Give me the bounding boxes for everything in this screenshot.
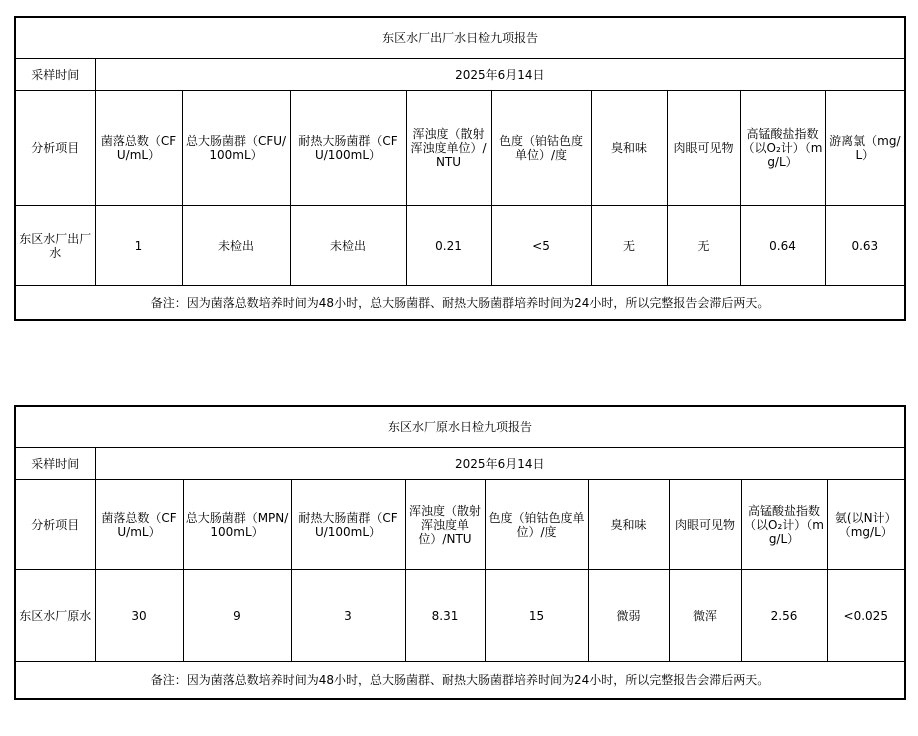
header-thermotolerant-coliforms: 耐热大肠菌群（CFU/100mL） — [291, 480, 405, 570]
value-odor-taste: 微弱 — [588, 570, 669, 662]
value-turbidity: 0.21 — [406, 206, 491, 286]
header-colony-count: 菌落总数（CFU/mL） — [95, 480, 183, 570]
value-thermotolerant-coliforms: 未检出 — [290, 206, 406, 286]
header-odor-taste: 臭和味 — [591, 91, 667, 206]
header-turbidity: 浑浊度（散射浑浊度单位）/NTU — [405, 480, 485, 570]
sample-time-label: 采样时间 — [15, 448, 95, 480]
value-odor-taste: 无 — [591, 206, 667, 286]
header-total-coliforms: 总大肠菌群（CFU/100mL） — [182, 91, 290, 206]
finished-water-report-table — [14, 16, 906, 321]
value-permanganate-index: 0.64 — [740, 206, 825, 286]
value-permanganate-index: 2.56 — [741, 570, 827, 662]
analysis-item-label: 分析项目 — [15, 480, 95, 570]
header-visible-matter: 肉眼可见物 — [667, 91, 740, 206]
report-title: 东区水厂原水日检九项报告 — [15, 406, 905, 448]
report-title: 东区水厂出厂水日检九项报告 — [15, 17, 905, 59]
report-note: 备注：因为菌落总数培养时间为48小时，总大肠菌群、耐热大肠菌群培养时间为24小时，所以完整报告会滞后两天。 — [15, 286, 905, 321]
header-visible-matter: 肉眼可见物 — [669, 480, 741, 570]
value-colony-count: 30 — [95, 570, 183, 662]
header-free-chlorine: 游离氯（mg/L） — [825, 91, 905, 206]
raw-water-report-table — [14, 405, 906, 700]
value-colony-count: 1 — [95, 206, 182, 286]
header-odor-taste: 臭和味 — [588, 480, 669, 570]
row-name: 东区水厂出厂水 — [15, 206, 95, 286]
value-visible-matter: 无 — [667, 206, 740, 286]
header-ammonia-nitrogen: 氨(以N计）（mg/L） — [827, 480, 905, 570]
header-thermotolerant-coliforms: 耐热大肠菌群（CFU/100mL） — [290, 91, 406, 206]
sample-time-label: 采样时间 — [15, 59, 95, 91]
report-note: 备注：因为菌落总数培养时间为48小时，总大肠菌群、耐热大肠菌群培养时间为24小时，所以完整报告会滞后两天。 — [15, 662, 905, 700]
value-total-coliforms: 9 — [183, 570, 291, 662]
header-permanganate-index: 高锰酸盐指数（以O₂计）（mg/L） — [740, 91, 825, 206]
value-visible-matter: 微浑 — [669, 570, 741, 662]
value-turbidity: 8.31 — [405, 570, 485, 662]
header-color: 色度（铂钴色度单位）/度 — [485, 480, 588, 570]
sample-date: 2025年6月14日 — [95, 59, 905, 91]
header-colony-count: 菌落总数（CFU/mL） — [95, 91, 182, 206]
header-permanganate-index: 高锰酸盐指数（以O₂计）（mg/L） — [741, 480, 827, 570]
header-color: 色度（铂钴色度单位）/度 — [491, 91, 591, 206]
value-free-chlorine: 0.63 — [825, 206, 905, 286]
value-thermotolerant-coliforms: 3 — [291, 570, 405, 662]
header-turbidity: 浑浊度（散射浑浊度单位）/NTU — [406, 91, 491, 206]
value-color: 15 — [485, 570, 588, 662]
value-total-coliforms: 未检出 — [182, 206, 290, 286]
value-color: <5 — [491, 206, 591, 286]
value-ammonia-nitrogen: <0.025 — [827, 570, 905, 662]
row-name: 东区水厂原水 — [15, 570, 95, 662]
sample-date: 2025年6月14日 — [95, 448, 905, 480]
analysis-item-label: 分析项目 — [15, 91, 95, 206]
header-total-coliforms: 总大肠菌群（MPN/100mL） — [183, 480, 291, 570]
